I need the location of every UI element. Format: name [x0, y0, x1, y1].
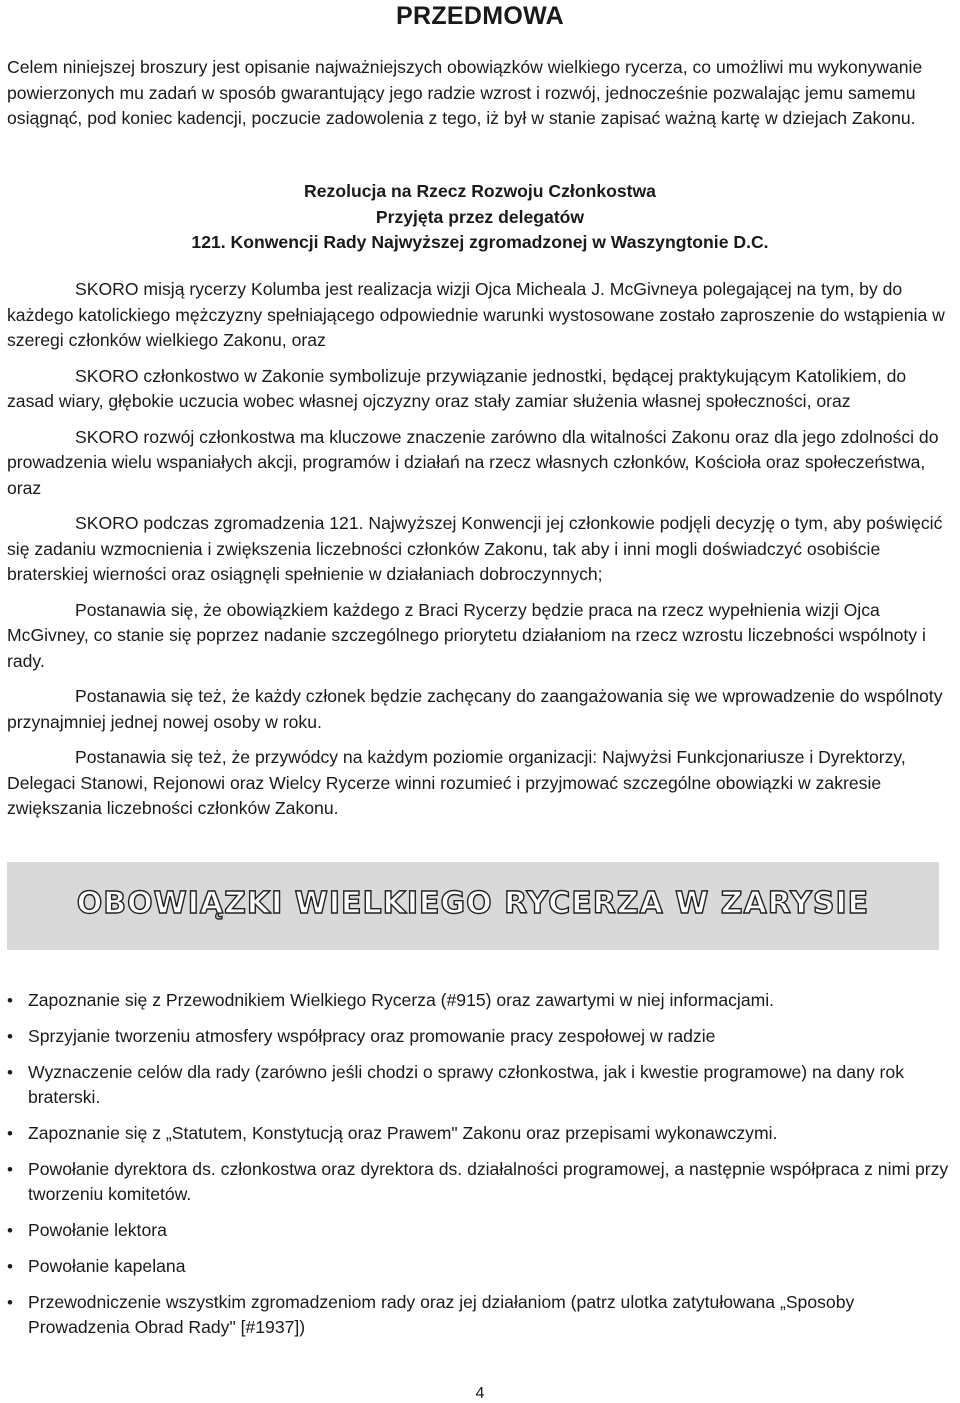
page-number: 4: [475, 1385, 485, 1402]
resolution-paragraph: SKORO podczas zgromadzenia 121. Najwyższej Konwencji jej członkowie podjęli decyzję o tym, aby poświęcić się zadaniu wzmocnienia i zwiększenia liczebności członków Zakonu, tak aby i inni mogli doświadczyć osobiście braterskiej wierności oraz osiągnęli spełnienie w działaniach dobroczynnych;: [7, 513, 943, 584]
list-item-text: Powołanie dyrektora ds. członkostwa oraz dyrektora ds. działalności programowej, a następnie współpraca z nimi przy tworzeniu komitetów.: [28, 1159, 949, 1204]
list-item: [7, 1060, 953, 1110]
list-item-text: Zapoznanie się z Przewodnikiem Wielkiego Rycerza (#915) oraz zawartymi w niej informacjami.: [28, 990, 775, 1010]
page-title: PRZEDMOWA: [396, 2, 564, 30]
list-item: [7, 1218, 953, 1243]
bullet-icon: •: [7, 1063, 13, 1082]
resolution-paragraph: Postanawia się też, że każdy członek będzie zachęcany do zaangażowania się we wprowadzenie do wspólnoty przynajmniej jednej nowej osoby w roku.: [7, 686, 943, 732]
resolution-paragraph: SKORO rozwój członkostwa ma kluczowe znaczenie zarówno dla witalności Zakonu oraz dla jego zdolności do prowadzenia wielu wspaniałych akcji, programów i działań na rzecz własnych członków, Kościoła oraz społeczeństwa, oraz: [7, 426, 939, 498]
resolution-heading-line-3: 121. Konwencji Rady Najwyższej zgromadzonej w Waszyngtonie D.C.: [191, 232, 769, 252]
bullet-icon: •: [7, 1257, 13, 1276]
list-item-text: Sprzyjanie tworzeniu atmosfery współpracy oraz promowanie pracy zespołowej w radzie: [28, 1026, 716, 1046]
bullet-icon: •: [7, 1221, 13, 1240]
resolution-heading-line-2: Przyjęta przez delegatów: [375, 206, 585, 227]
list-item: [7, 1024, 953, 1049]
list-item-text: Powołanie kapelana: [28, 1256, 186, 1276]
section-banner: [7, 862, 939, 950]
bullet-icon: •: [7, 1293, 13, 1312]
section-banner-title: OBOWIĄZKI WIELKIEGO RYCERZA W ZARYSIE: [76, 886, 870, 921]
resolution-heading-line-1: Rezolucja na Rzecz Rozwoju Członkostwa: [304, 181, 656, 201]
list-item-text: Wyznaczenie celów dla rady (zarówno jeśli chodzi o sprawy członkostwa, jak i kwestie programowe) na dany rok braterski.: [28, 1062, 904, 1107]
resolution-paragraph: SKORO członkostwo w Zakonie symbolizuje przywiązanie jednostki, będącej praktykującym Katolikiem, do zasad wiary, głębokie uczucia wobec własnej ojczyzny oraz stały zamiar służenia własnej społeczności, oraz: [7, 365, 907, 411]
list-item: [7, 1157, 953, 1207]
intro-paragraph: Celem niniejszej broszury jest opisanie najważniejszych obowiązków wielkiego rycerza, co umożliwi mu wykonywanie powierzonych mu zadań w sposób gwarantujący jego radzie wzrost i rozwój, jednocześnie pozwalając jemu samemu osiągnąć, pod koniec kadencji, poczucie zadowolenia z tego, iż był w stanie zapisać ważną kartę w dziejach Zakonu.: [7, 57, 923, 128]
list-item: [7, 1290, 953, 1340]
bullet-icon: •: [7, 1160, 13, 1179]
duties-list: [7, 988, 953, 1351]
list-item: [7, 988, 953, 1013]
bullet-icon: •: [7, 1027, 13, 1046]
resolution-paragraph: Postanawia się, że obowiązkiem każdego z Braci Rycerzy będzie praca na rzecz wypełnienia wizji Ojca McGivney, co stanie się poprzez nadanie szczególnego priorytetu działaniom na rzecz wzrostu liczebności wspólnoty i rady.: [7, 599, 926, 671]
resolution-paragraph: Postanawia się też, że przywódcy na każdym poziomie organizacji: Najwyżsi Funkcjonariusze i Dyrektorzy, Delegaci Stanowi, Rejonowi oraz Wielcy Rycerze winni rozumieć i przyjmować szczególne obowiązki w zakresie zwiększania liczebności członków Zakonu.: [7, 747, 906, 818]
bullet-icon: •: [7, 1124, 13, 1143]
resolution-paragraph: SKORO misją rycerzy Kolumba jest realizacja wizji Ojca Micheala J. McGivneya polegającej na tym, by do każdego katolickiego mężczyzny spełniającego odpowiednie warunki wystosowane zostało zaproszenie do wstąpienia w szeregi członków wielkiego Zakonu, oraz: [7, 279, 945, 350]
list-item-text: Przewodniczenie wszystkim zgromadzeniom rady oraz jej działaniom (patrz ulotka zatytułowana „Sposoby Prowadzenia Obrad Rady" [#1937]): [28, 1292, 855, 1337]
resolution-body: [7, 277, 953, 832]
resolution-heading: [0, 179, 960, 256]
list-item: [7, 1121, 953, 1146]
list-item-text: Zapoznanie się z „Statutem, Konstytucją oraz Prawem" Zakonu oraz przepisami wykonawczymi.: [28, 1123, 778, 1143]
bullet-icon: •: [7, 991, 13, 1010]
list-item-text: Powołanie lektora: [28, 1220, 167, 1240]
list-item: [7, 1254, 953, 1279]
